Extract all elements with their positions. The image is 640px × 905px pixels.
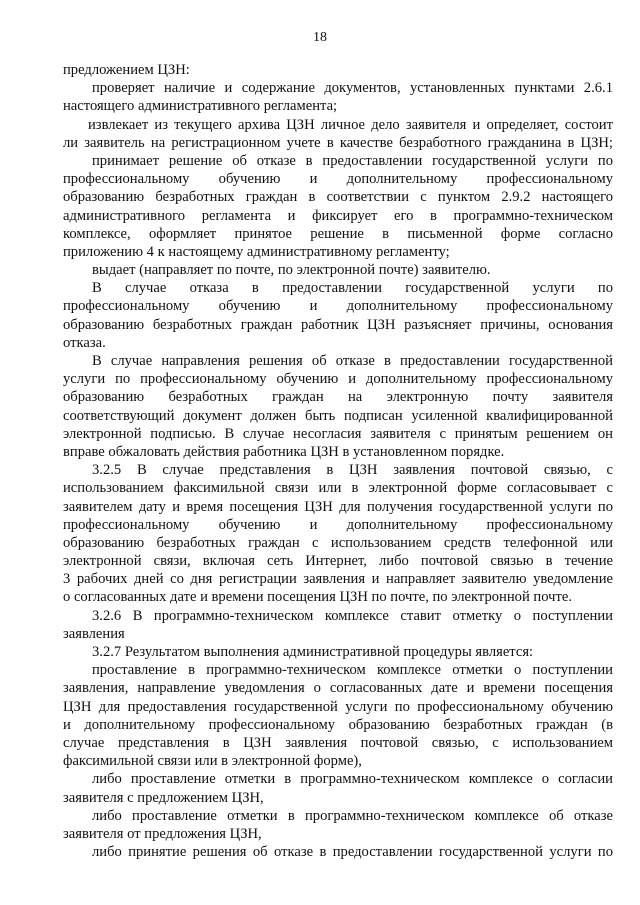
text-line: административного регламента и фиксирует его в программно-техническом [63, 207, 613, 224]
text-line: заявителя с предложением ЦЗН, [63, 789, 264, 806]
text-line: либо проставление отметки в программно-техническом комплексе о согласии [92, 771, 613, 788]
text-line: ли заявитель на регистрационном учете в качестве безработного гражданина в ЦЗН; [63, 134, 613, 151]
text-line: комплексе, оформляет принятое решение в письменной форме согласно [63, 225, 613, 242]
text-line: использованием факсимильной связи или в электронной форме согласовывает с [63, 480, 613, 497]
text-line: приложению 4 к настоящему административному регламенту; [63, 243, 450, 260]
text-line: принимает решение об отказе в предоставлении государственной услуги по [92, 152, 613, 169]
text-line: ЦЗН для предоставления государственной услуги по профессиональному обучению [63, 698, 613, 715]
text-line: случае представления в ЦЗН заявления почтовой связью, с использованием [63, 734, 613, 751]
text-line: В случае отказа в предоставлении государственной услуги по [92, 280, 613, 297]
text-line: образованию безработных граждан работник ЦЗН разъясняет причины, основания [63, 316, 613, 333]
text-line: заявления [63, 625, 125, 642]
text-line: 3 рабочих дней со дня регистрации заявления и направляет заявителю уведомление [63, 571, 613, 588]
text-line: 3.2.6 В программно-техническом комплексе ставит отметку о поступлении [92, 607, 613, 624]
text-line: услуги по профессиональному обучению и дополнительному профессиональному [63, 371, 613, 388]
text-line: вправе обжаловать действия работника ЦЗН в установленном порядке. [63, 443, 505, 460]
text-line: образованию безработных граждан с использованием средств телефонной или [63, 534, 613, 551]
text-line: 3.2.7 Результатом выполнения административной процедуры является: [92, 644, 534, 660]
body-text [63, 61, 613, 861]
text-line: В случае направления решения об отказе в предоставлении государственной [92, 353, 613, 369]
text-line: отказа. [63, 334, 106, 351]
text-line: факсимильной связи или в электронной форме), [63, 753, 362, 770]
text-line: либо принятие решения об отказе в предоставлении государственной услуги по [92, 844, 613, 861]
text-line: заявления, направление уведомления о согласованных дате и времени посещения [63, 680, 613, 697]
text-line: извлекает из текущего архива ЦЗН личное дело заявителя и определяет, состоит [88, 116, 613, 133]
text-line: образованию безработных граждан в соответствии с пунктом 2.9.2 настоящего [63, 189, 613, 206]
text-line: профессиональному обучению и дополнительному профессиональному [63, 516, 613, 533]
text-line: электронной связи, включая сеть Интернет, либо почтовой связью в течение [63, 553, 613, 570]
text-line: электронной подписью. В случае несогласия заявителя с принятым решением он [63, 425, 613, 442]
text-line: заявителем дату и время посещения ЦЗН для получения государственной услуги по [63, 498, 613, 515]
text-line: настоящего административного регламента; [63, 98, 338, 115]
text-line: проверяет наличие и содержание документов, установленных пунктами 2.6.1 [92, 80, 613, 97]
text-line: профессиональному обучению и дополнительному профессиональному [63, 298, 613, 315]
text-line: 3.2.5 В случае представления в ЦЗН заявления почтовой связью, с [92, 462, 613, 479]
text-line: заявителя от предложения ЦЗН, [63, 825, 262, 842]
text-line: проставление в программно-техническом комплексе отметки о поступлении [92, 662, 613, 679]
page-number: 18 [313, 30, 327, 45]
text-line: предложением ЦЗН: [63, 62, 190, 78]
text-line: соответствующий документ должен быть подписан усиленной квалифицированной [63, 407, 613, 424]
text-line: либо проставление отметки в программно-техническом комплексе об отказе [92, 807, 613, 824]
text-line: профессиональному обучению и дополнительному профессиональному [63, 171, 613, 188]
text-line: о согласованных дате и времени посещения ЦЗН по почте, по электронной почте. [63, 589, 572, 606]
text-line: образованию безработных граждан на электронную почту заявителя [63, 389, 613, 406]
text-line: выдает (направляет по почте, по электронной почте) заявителю. [92, 262, 491, 279]
text-line: и дополнительному профессиональному образованию безработных граждан (в [63, 716, 613, 733]
